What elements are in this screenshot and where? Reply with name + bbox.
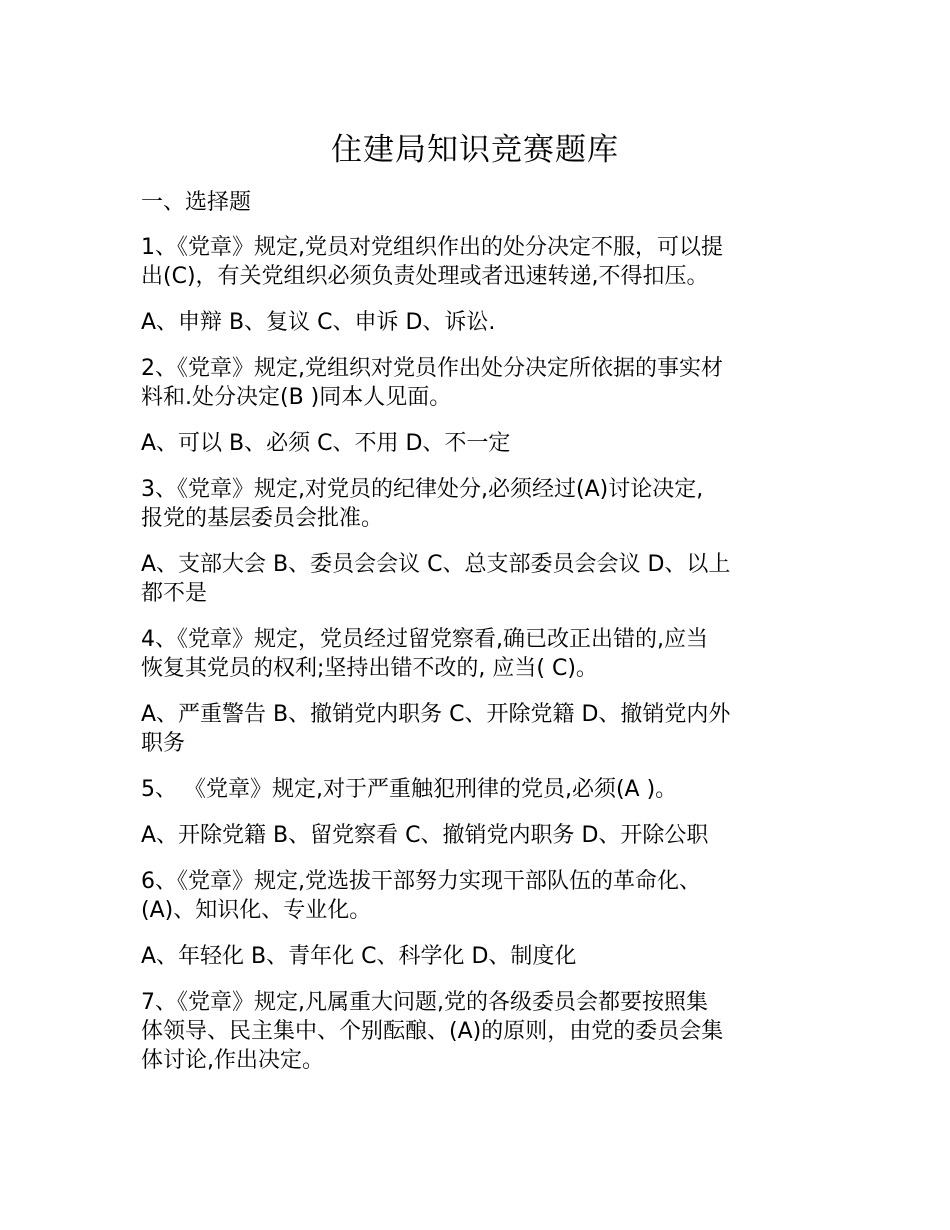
section-heading: 一、选择题 bbox=[141, 190, 252, 215]
options-2: A、可以 B、必须 C、不用 D、不一定 bbox=[141, 431, 511, 456]
question-3: 3、《党章》规定,对党员的纪律处分,必须经过(A)讨论决定, 报党的基层委员会批准。 bbox=[141, 477, 704, 531]
question-4: 4、《党章》规定，党员经过留党察看,确已改正出错的,应当 恢复其党员的权利;坚持出错不改的, 应当( C)。 bbox=[141, 627, 708, 681]
question-1: 1、《党章》规定,党员对党组织作出的处分决定不服，可以提 出(C)，有关党组织必须负责处理或者迅速转递,不得扣压。 bbox=[141, 235, 723, 289]
question-7: 7、《党章》规定,凡属重大问题,党的各级委员会都要按照集 体领导、民主集中、个别酝酿、(A)的原则，由党的委员会集 体讨论,作出决定。 bbox=[141, 990, 724, 1073]
question-5: 5、 《党章》规定,对于严重触犯刑律的党员,必须(A )。 bbox=[141, 777, 678, 802]
options-5: A、开除党籍 B、留党察看 C、撤销党内职务 D、开除公职 bbox=[141, 823, 709, 848]
options-1: A、申辩 B、复议 C、申诉 D、诉讼. bbox=[141, 310, 496, 335]
options-4: A、严重警告 B、撤销党内职务 C、开除党籍 D、撤销党内外 职务 bbox=[141, 702, 731, 756]
options-3: A、支部大会 B、委员会会议 C、总支部委员会会议 D、以上 都不是 bbox=[141, 552, 731, 606]
document-body bbox=[141, 186, 821, 1092]
question-2: 2、《党章》规定,党组织对党员作出处分决定所依据的事实材 料和.处分决定(B )同本人见面。 bbox=[141, 356, 723, 410]
question-6: 6、《党章》规定,党选拔干部努力实现干部队伍的革命化、 (A)、知识化、专业化。 bbox=[141, 869, 701, 923]
document-title: 住建局知识竞赛题库 bbox=[331, 132, 619, 168]
options-6: A、年轻化 B、青年化 C、科学化 D、制度化 bbox=[141, 944, 577, 969]
